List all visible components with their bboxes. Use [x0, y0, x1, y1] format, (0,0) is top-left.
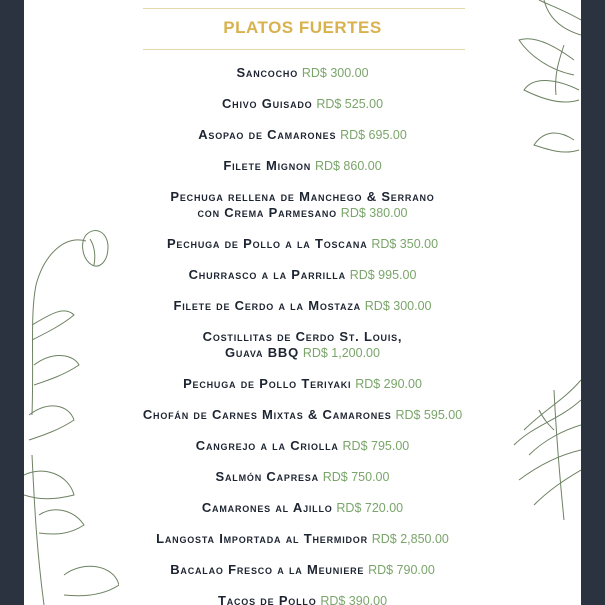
menu-item [24, 500, 581, 516]
menu-item [24, 65, 581, 81]
menu-item [24, 531, 581, 547]
menu-item-name: Langosta Importada al Thermidor [156, 531, 368, 546]
menu-item-price: RD$ 750.00 [322, 470, 390, 484]
menu-item-price: RD$ 2,850.00 [371, 532, 449, 546]
menu-item-name: Camarones al Ajillo [201, 500, 333, 515]
menu-item-price: RD$ 525.00 [316, 97, 384, 111]
menu-item-name: Asopao de Camarones [198, 127, 337, 142]
menu-item [24, 189, 581, 221]
menu-item-name-line1: Costillitas de Cerdo St. Louis, [202, 329, 403, 344]
menu-item-name: con Crema Parmesano [197, 205, 337, 220]
menu-item [24, 407, 581, 423]
menu-item [24, 469, 581, 485]
menu-item-price: RD$ 995.00 [349, 268, 417, 282]
menu-item-price: RD$ 390.00 [320, 594, 388, 605]
menu-item-name-line1: Pechuga rellena de Manchego & Serrano [170, 189, 435, 204]
menu-item-name: Chofán de Carnes Mixtas & Camarones [142, 407, 392, 422]
menu-item-price: RD$ 595.00 [395, 408, 463, 422]
menu-item-price: RD$ 1,200.00 [302, 346, 380, 360]
menu-item-price: RD$ 720.00 [336, 501, 404, 515]
menu-item-name: Filete de Cerdo a la Mostaza [173, 298, 361, 313]
section-title: PLATOS FUERTES [223, 18, 382, 37]
menu-item-name: Chivo Guisado [221, 96, 313, 111]
menu-item [24, 298, 581, 314]
menu-item-price: RD$ 695.00 [340, 128, 407, 142]
menu-item [24, 96, 581, 112]
menu-item [24, 329, 581, 361]
menu-item-price: RD$ 795.00 [342, 439, 410, 453]
heading-rule-top [143, 8, 465, 9]
menu-item [24, 438, 581, 454]
menu-item-price: RD$ 790.00 [368, 563, 435, 577]
menu-item [24, 376, 581, 392]
menu-item-price: RD$ 300.00 [301, 66, 369, 80]
menu-item-price: RD$ 860.00 [314, 159, 382, 173]
heading-rule-bottom [143, 49, 465, 50]
menu-item-name: Churrasco a la Parrilla [188, 267, 346, 282]
menu-item-price: RD$ 290.00 [355, 377, 422, 391]
menu-item-name: Tacos de Pollo [217, 593, 317, 605]
menu-item [24, 562, 581, 578]
menu-item [24, 593, 581, 605]
menu-page [24, 0, 581, 605]
menu-item-price: RD$ 380.00 [340, 206, 408, 220]
menu-item-name: Cangrejo a la Criolla [195, 438, 339, 453]
menu-item-name: Sancocho [236, 65, 299, 80]
menu-item-name: Pechuga de Pollo Teriyaki [183, 376, 352, 391]
menu-item-name: Salmón Capresa [215, 469, 319, 484]
menu-item-name: Guava BBQ [225, 345, 299, 360]
menu-item-price: RD$ 350.00 [371, 237, 439, 251]
menu-item [24, 158, 581, 174]
menu-item-name: Pechuga de Pollo a la Toscana [166, 236, 368, 251]
menu-item [24, 236, 581, 252]
menu-item [24, 127, 581, 143]
menu-item-price: RD$ 300.00 [364, 299, 432, 313]
menu-item-name: Bacalao Fresco a la Meuniere [170, 562, 365, 577]
menu-item-name: Filete Mignon [223, 158, 312, 173]
menu-item [24, 267, 581, 283]
